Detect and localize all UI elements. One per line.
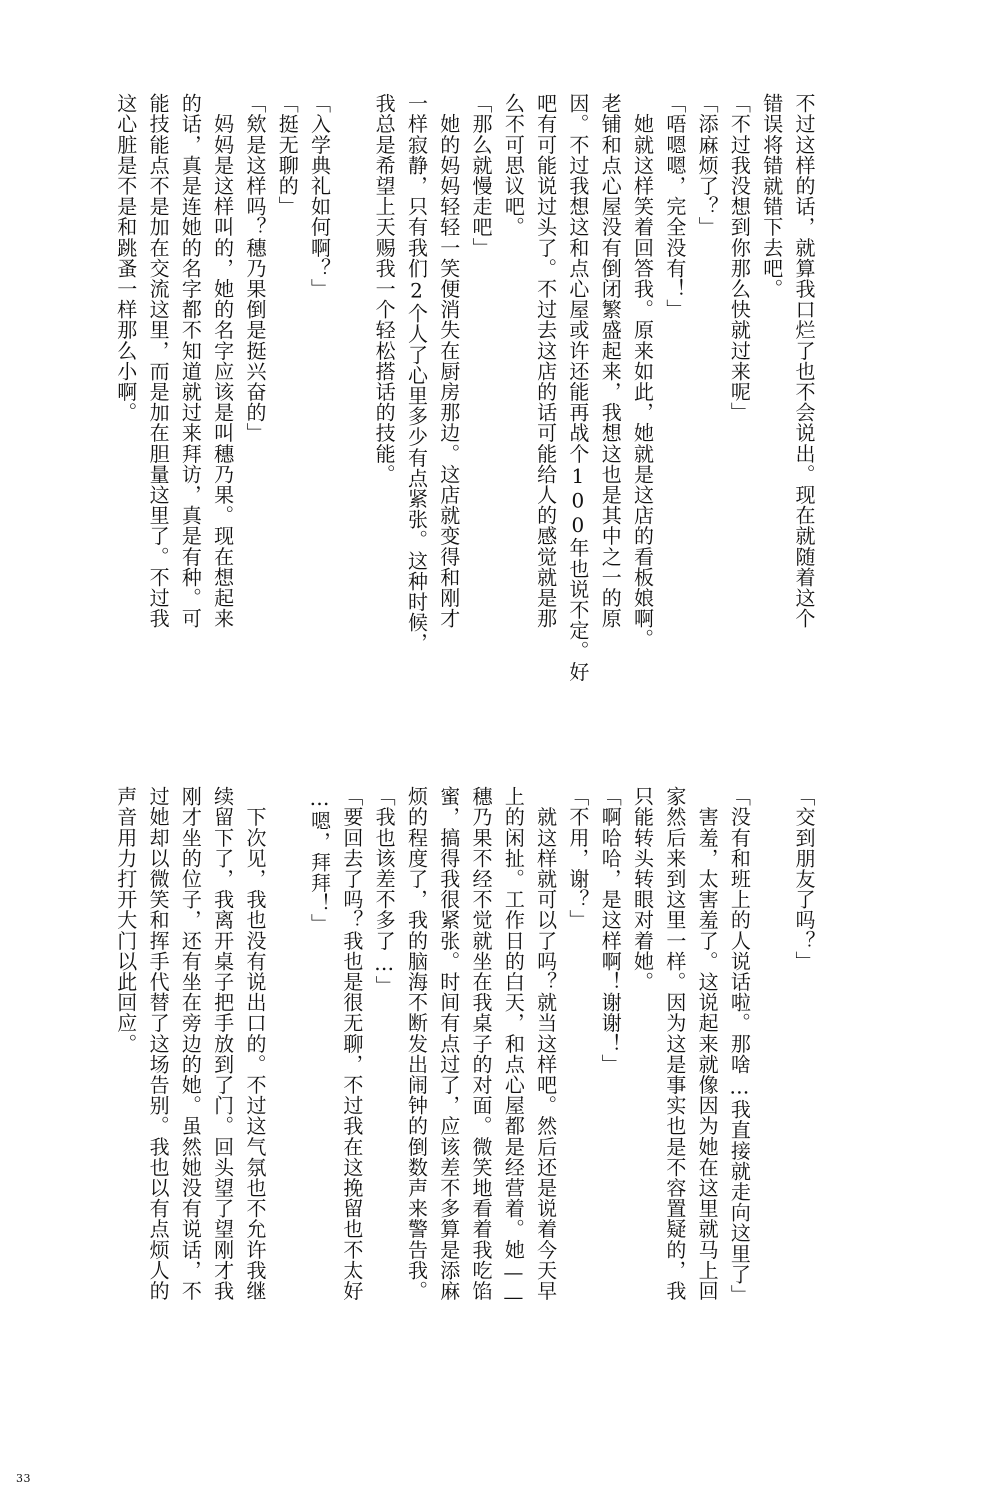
text-block-top: 不过这样的话，就算我口烂了也不会说出。现在就随着这个 错误将错就错下去吧。 「不过我没想到你那么快就过来呢」 「添麻烦了？」 「唔嗯嗯，完全没有！」 她就这样笑着回答我。原来如此，她就是这店的看板娘啊。 老铺和点心屋没有倒闭繁盛起来，我想这也是其中之一的原 因。不过我想这和点心屋或许还能再战个100年也说不定。好 吧有可能说过头了。不过去这店的话可能给人的感觉就是那 么不可思议吧。 「那么就慢走吧」 她的妈妈轻轻一笑便消失在厨房那边。这店就变得和刚才 一样寂静，只有我们2个人了心里多少有点紧张。这种时候， 我总是希望上天赐我一个轻松搭话的技能。 「入学典礼如何啊？」 「挺无聊的」 「欸是这样吗？穗乃果倒是挺兴奋的」 妈妈是这样叫的，她的名字应该是叫穗乃果。现在想起来 的话，真是连她的名字都不知道就过来拜访，真是有种。可 能技能点不是加在交流这里，而是加在胆量这里了。不过我 这心脏是不是和跳蚤一样那么小啊。: [113, 93, 816, 682]
page-number: 33: [16, 1472, 31, 1485]
text-block-bottom: 「交到朋友了吗？」 「没有和班上的人说话啦。那啥…我直接就走向这里了」 害羞，太害羞了。这说起来就像因为她在这里就马上回 家然后来到这里一样。因为这是事实也是不容置疑的，我 只能转头转眼对着她。 「啊哈哈，是这样啊！谢谢！」 「不用，谢？」 就这样就可以了吗？就当这样吧。然后还是说着今天早 上的闲扯。工作日的白天，和点心屋都是经营着。她—— 穗乃果不经不觉就坐在我桌子的对面。微笑地看着我吃馅 蜜，搞得我很紧张。时间有点过了，应该差不多算是添麻 烦的程度了，我的脑海不断发出闹钟的倒数声来警告我。 「我也该差不多了…」 「要回去了吗？我也是很无聊，不过我在这挽留也不太好 …嗯，拜拜！」 下次见，我也没有说出口的。不过这气氛也不允许我继 续留下了，我离开桌子把手放到了门。回头望了望刚才我 刚才坐的位子，还有坐在旁边的她。虽然她没有说话，不 过她却以微笑和挥手代替了这场告别。我也以有点烦人的 声音用力打开大门以此回应。: [113, 786, 816, 1309]
